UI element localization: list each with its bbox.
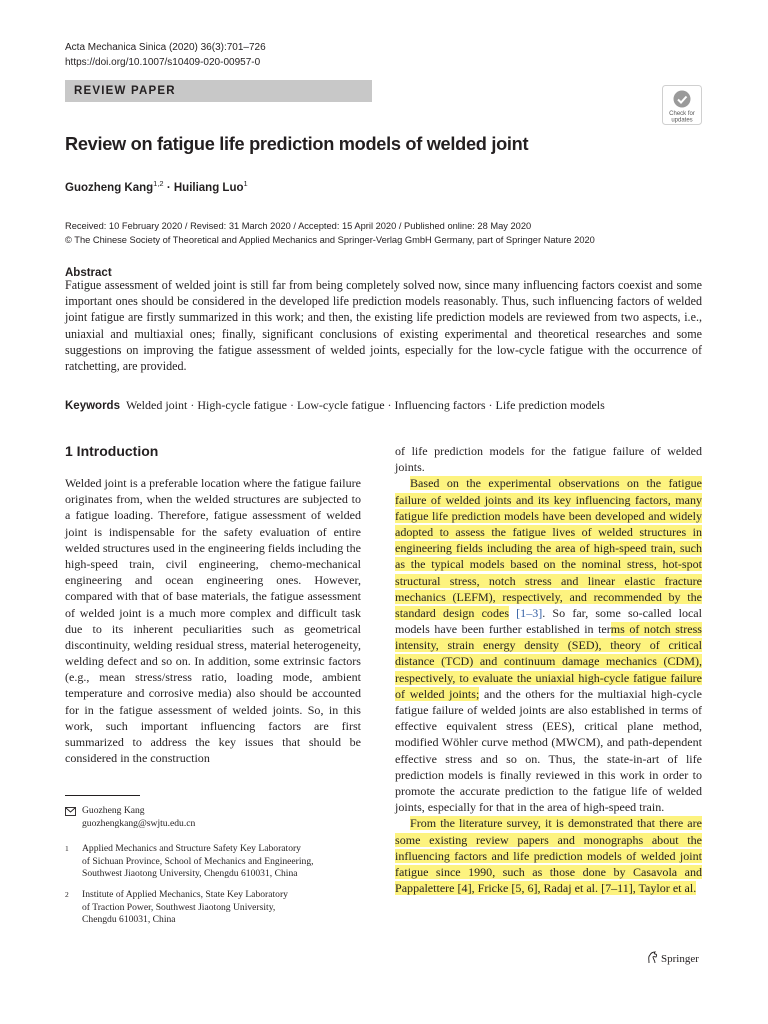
- keywords-list: Welded joint · High-cycle fatigue · Low-cycle fatigue · Influencing factors · Life prediction models: [125, 398, 605, 412]
- affiliation-line: Southwest Jiaotong University, Chengdu 610031, China: [82, 868, 298, 880]
- check-for-updates-badge[interactable]: [662, 85, 702, 125]
- affiliation-line: Institute of Applied Mechanics, State Key Laboratory: [82, 889, 288, 900]
- body-text: , Radaj et al.: [537, 881, 602, 896]
- citation-link[interactable]: [4]: [457, 881, 472, 896]
- dates-line: Received: 10 February 2020 / Revised: 31 March 2020 / Accepted: 15 April 2020 / Published online: 28 May 2020: [65, 221, 532, 231]
- publication-history: [65, 219, 595, 247]
- keywords: [65, 398, 605, 413]
- abstract-heading: Abstract: [65, 267, 112, 279]
- intro-paragraph-2: [395, 475, 702, 815]
- body-text: From the literature survey, it is demonstrated that there are some existing review papers and monographs about the influencing factors and life prediction models of welded joint fatigue since 1990, such as those done by Casavola and Pappalettere: [395, 816, 702, 896]
- affiliation-line: Chengdu 610031, China: [82, 914, 176, 926]
- affiliation-line: Applied Mechanics and Structure Safety Key Laboratory: [82, 843, 301, 854]
- corresponding-author-name: Guozheng Kang: [82, 805, 145, 816]
- author-name[interactable]: Guozheng Kang: [65, 181, 154, 194]
- body-text: , Fricke: [471, 881, 512, 896]
- corresponding-author-email[interactable]: guozhengkang@swjtu.edu.cn: [82, 817, 196, 829]
- author-affiliation-marker: 1,2: [153, 179, 164, 188]
- highlighted-text[interactable]: Based on the experimental observations on the fatigue failure of welded joints and its key influencing factors, many fatigue life prediction models have been developed and widely adopted to assess the fatigue lives of welded structures in engineering fields including the area of high-speed train, such as the typical models based on the nominal stress, hot-spot structural stress, notch stress and linear elastic fracture mechanics (LEFM), respectively, and recommended by the standard design codes: [395, 476, 702, 620]
- paper-title: Review on fatigue life prediction models of welded joint: [65, 134, 529, 154]
- corresponding-author-text: [82, 805, 195, 830]
- badge-line1: Check for: [669, 111, 695, 117]
- affiliation-text: [82, 843, 314, 881]
- section-heading: 1 Introduction: [65, 443, 159, 459]
- affiliation-line: of Sichuan Province, School of Mechanics and Engineering,: [82, 855, 314, 867]
- intro-paragraph-1-continued: of life prediction models for the fatigue failure of welded joints.: [395, 444, 702, 475]
- highlighted-text[interactable]: ms of notch stress intensity, strain energy density (SED), theory of critical distance (TCD) and continuum damage mechanics (CDM), respectively, to evaluate the uniaxial high-cycle fatigue failure of welded joints;: [395, 622, 702, 701]
- citation-link[interactable]: [5, 6]: [511, 881, 538, 896]
- right-column: [395, 443, 702, 896]
- doi-link[interactable]: https://doi.org/10.1007/s10409-020-00957-0: [65, 57, 261, 68]
- article-type-banner: [65, 80, 372, 102]
- footnote-divider: [65, 795, 140, 796]
- badge-line2: updates: [671, 117, 693, 124]
- check-for-updates-icon: [662, 85, 702, 125]
- publisher-name: Springer: [661, 953, 699, 965]
- body-text: , Taylor et al.: [632, 881, 697, 896]
- envelope-icon: [65, 805, 76, 821]
- affiliation-1: [65, 843, 365, 883]
- author-list: [65, 179, 248, 194]
- body-text: and the others for the multiaxial high-cycle fatigue failure of welded joints are also established in terms of effective equivalent stress (EES), critical plane method, modified Wöhler curve method (MWCM), and path-dependent effective stress and so on. Thus, the state-in-art of life prediction models is finally reviewed in this work in order to promote the accurate prediction to the fatigue life of welded joints, especially for that in the area of high-speed train.: [395, 686, 702, 815]
- affiliation-line: of Traction Power, Southwest Jiaotong University,: [82, 901, 276, 913]
- publisher-logo: [647, 951, 699, 965]
- author-separator: ·: [166, 181, 171, 194]
- intro-paragraph-3: [395, 815, 702, 896]
- abstract-text: Fatigue assessment of welded joint is still far from being completely solved now, since many influencing factors coexist and some important ones should be considered in the developed life prediction models reasonably. Thus, such influencing factors of welded joint fatigue are firstly summarized in this work; and then, the existing life prediction models are reviewed from two aspects, i.e., uniaxial and multiaxial ones; finally, significant conclusions of existing experimental and theoretical researches and some suggestions on improving the fatigue assessment of welded joints, especially for the low-cycle fatigue with the occurrence of ratchetting, are provided.: [65, 278, 702, 374]
- affiliation-text: [82, 889, 288, 927]
- highlighted-text[interactable]: [395, 816, 702, 895]
- journal-header: [65, 40, 266, 70]
- affiliation-number: 2: [65, 890, 69, 899]
- author-affiliation-marker: 1: [243, 179, 248, 188]
- citation-link[interactable]: [7–11]: [601, 881, 633, 896]
- author-name[interactable]: Huiliang Luo: [173, 181, 244, 194]
- corresponding-author: [65, 805, 365, 835]
- copyright-line: © The Chinese Society of Theoretical and Applied Mechanics and Springer-Verlag GmbH Germany, part of Springer Nature 2020: [65, 235, 595, 245]
- citation-link[interactable]: [1–3]: [516, 605, 543, 620]
- affiliation-number: 1: [65, 844, 69, 853]
- article-type-label: REVIEW PAPER: [74, 85, 176, 97]
- keywords-label: Keywords: [65, 400, 120, 412]
- springer-horse-icon: [647, 951, 658, 964]
- affiliation-2: [65, 889, 365, 929]
- intro-paragraph-1: Welded joint is a preferable location where the fatigue failure originates from, when the welded structures are subjected to a fatigue loading. Therefore, fatigue assessment of welded joint is indispensable for the safety evaluation of entire welded structures used in the engineering fields including the high-speed train, civil engineering, chemo-mechanical engineering and ocean engineering ones. However, compared with that of base materials, the fatigue assessment of welded joint is a much more complex and difficult task due to its inherent peculiarities such as geometrical discontinuity, welding residual stress, material heterogeneity, welding defect and so on. In addition, some extrinsic factors (e.g., mean stress/stress ratio, loading mode, ambient temperature and corrosive media) also should be accounted for in the fatigue assessment of welded joints. So, in this work, such important influencing factors are first summarized to address the key issues that should be considered in the construction: [65, 476, 361, 766]
- body-text: . So far, some so-called local models have been further established in ter: [395, 605, 703, 637]
- journal-citation: Acta Mechanica Sinica (2020) 36(3):701–726: [65, 42, 266, 53]
- left-column: [65, 475, 361, 766]
